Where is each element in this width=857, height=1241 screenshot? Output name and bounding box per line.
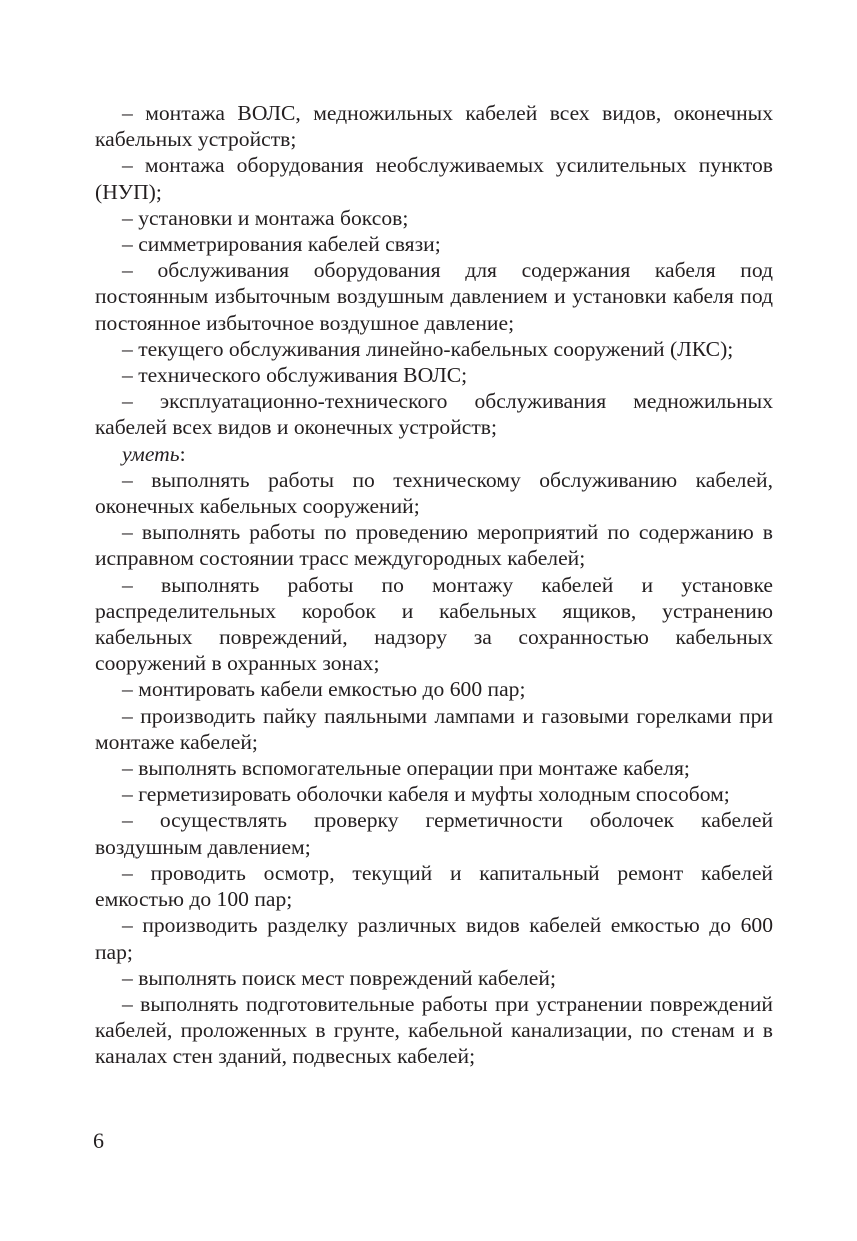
list-item: – выполнять работы по проведению мероприятий по содержанию в исправном состоянии трасс междугородных кабелей;	[95, 520, 773, 571]
list-item: – текущего обслуживания линейно-кабельных сооружений (ЛКС);	[122, 336, 734, 361]
list-item: – выполнять поиск мест повреждений кабелей;	[122, 965, 556, 990]
section-lead-colon: :	[179, 441, 186, 466]
list-item: – монтировать кабели емкостью до 600 пар;	[122, 677, 526, 702]
list-item: – эксплуатационно-технического обслуживания медножильных кабелей всех видов и оконечных устройств;	[95, 389, 773, 440]
list-item: – выполнять вспомогательные операции при монтаже кабеля;	[122, 756, 690, 781]
list-item: – герметизировать оболочки кабеля и муфты холодным способом;	[122, 782, 730, 807]
section-lead-italic: уметь	[122, 441, 180, 466]
page-number: 6	[93, 1128, 104, 1153]
list-item: – установки и монтажа боксов;	[122, 205, 409, 230]
list-item: – обслуживания оборудования для содержания кабеля под постоянным избыточным воздушным давлением и установки кабеля под постоянное избыточное воздушное давление;	[95, 258, 773, 335]
list-item: – осуществлять проверку герметичности оболочек кабелей воздушным давлением;	[95, 808, 773, 859]
list-item: – монтажа ВОЛС, медножильных кабелей всех видов, оконечных кабельных устройств;	[95, 101, 773, 152]
list-item: – проводить осмотр, текущий и капитальный ремонт кабелей емкостью до 100 пар;	[95, 860, 773, 912]
list-item: – выполнять работы по техническому обслуживанию кабелей, оконечных кабельных сооружений;	[95, 467, 773, 519]
list-item: – производить разделку различных видов кабелей емкостью до 600 пар;	[95, 913, 773, 964]
section-lead	[95, 441, 773, 467]
list-item: – монтажа оборудования необслуживаемых усилительных пунктов (НУП);	[95, 153, 773, 204]
list-item: – выполнять подготовительные работы при устранении повреждений кабелей, проложенных в грунте, кабельной канализации, по стенам и в каналах стен зданий, подвесных кабелей;	[95, 991, 773, 1069]
list-item: – выполнять работы по монтажу кабелей и установке распределительных коробок и кабельных ящиков, устранению кабельных повреждений, надзору за сохранностью кабельных сооружений в охранных зонах;	[95, 572, 773, 676]
page-body-text	[95, 100, 773, 1070]
list-item: – технического обслуживания ВОЛС;	[122, 363, 468, 388]
list-item: – симметрирования кабелей связи;	[122, 232, 441, 257]
list-item: – производить пайку паяльными лампами и газовыми горелками при монтаже кабелей;	[95, 703, 773, 754]
